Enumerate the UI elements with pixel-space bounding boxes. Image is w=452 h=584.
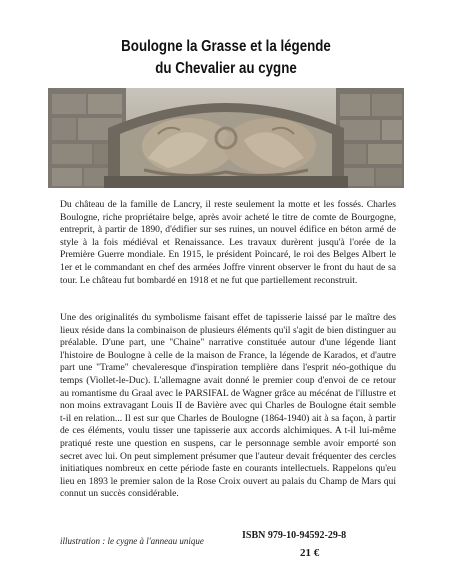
title-line-1: Boulogne la Grasse et la légende [121,38,331,55]
stone-carving-image [48,88,404,188]
isbn-number: ISBN 979-10-94592-29-8 [242,530,347,541]
page-title [32,36,421,80]
price-label: 21 € [300,547,320,559]
title-line-2: du Chevalier au cygne [155,60,297,77]
paragraph-2: Une des originalités du symbolisme faisant effet de tapisserie laissé par le maître des lieux réside dans la combinaison de plusieurs éléments qu'il s'agit de bien distinguer au préalable. D'une part, une "Chaine" narrative constituée autour d'une légende liant l'histoire de Boulogne à celle de la maison de France, la légende de Karados, et d'autre part une "Trame" chevaleresque d'inspiration templière dans l'esprit néo-gothique du temps (Viollet-le-Duc). L'allemagne avait donné le premier coup d'envoi de ce retour au romantisme du Graal avec le PARSIFAL de Wagner grâce au mécénat de l'illustre et non moins extravagant Louis II de Bavière avec qui Charles de Boulogne était semble t-il en relation... Il est sur que Charles de Boulogne (1864-1940) ait à sa façon, à partir de ces éléments, voulu tisser une tapisserie aux accords alchimiques. A t-il lui-même pratiqué reste une question en suspens, car le personnage semble avoir emporté son secret avec lui. On peut simplement présumer que l'auteur devait fréquenter des cercles initiatiques nombreux en cette période faste en courants intellectuels. Rappelons qu'eu lieu en 1893 le premier salon de la Rose Croix ouvert au palais du Champ de Mars qui connut un succès considérable. [60,312,396,500]
image-caption: illustration : le cygne à l'anneau unique [60,536,204,546]
paragraph-1: Du château de la famille de Lancry, il reste seulement la motte et les fossés. Charles Boulogne, riche propriétaire belge, après avoir acheté le titre de comte de Bourgogne, entreprit, à partir de 1890, d'édifier sur ses ruines, un nouvel édifice en béton armé de style à la fois médiéval et Renaissance. Les travaux durèrent jusqu'à l'orée de la Première Guerre mondiale. En 1915, le président Poincaré, le roi des Belges Albert le 1er et le commandant en chef des armées Joffre vinrent observer le front du haut de sa tour. Le château fut bombardé en 1918 et ne fut que partiellement reconstruit. [60,199,396,286]
